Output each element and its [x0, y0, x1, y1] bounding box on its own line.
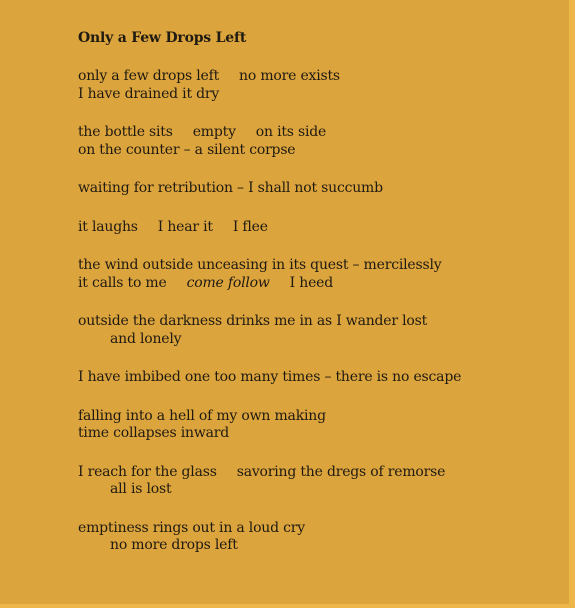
stanza-6 — [78, 313, 548, 348]
poem-line — [78, 464, 548, 482]
phrase: I hear it — [157, 218, 213, 235]
poem-line: emptiness rings out in a loud cry — [78, 519, 305, 536]
poem-line: I have imbibed one too many times – there is no escape — [78, 369, 462, 385]
poem-line: on the counter – a silent corpse — [78, 141, 296, 158]
phrase: I flee — [232, 218, 268, 235]
poem-line: waiting for retribution – I shall not succumb — [78, 180, 383, 196]
stanza-7 — [78, 369, 548, 387]
poem-line: I have drained it dry — [78, 85, 220, 102]
stanza-8 — [78, 408, 548, 443]
italic-phrase: come follow — [186, 274, 270, 291]
poem-line-indented: all is lost — [110, 481, 172, 497]
phrase: savoring the dregs of remorse — [236, 463, 446, 480]
stanza-3 — [78, 180, 548, 198]
phrase: the bottle sits — [78, 124, 173, 140]
poem-line — [78, 68, 548, 86]
poem-line — [78, 275, 548, 293]
stanza-2 — [78, 124, 548, 159]
stanza-10 — [78, 520, 548, 555]
phrase: I reach for the glass — [78, 463, 217, 480]
poem-line-indented: no more drops left — [110, 537, 238, 553]
stanza-5 — [78, 257, 548, 292]
stanza-4 — [78, 219, 548, 237]
poem-line: falling into a hell of my own making — [78, 407, 326, 424]
poem-title: Only a Few Drops Left — [78, 30, 247, 46]
poem-line: the wind outside unceasing in its quest – mercilessly — [78, 257, 442, 273]
phrase: it laughs — [78, 218, 138, 235]
phrase: only a few drops left — [78, 68, 220, 84]
poem-line — [78, 124, 548, 142]
phrase: empty — [192, 124, 236, 140]
poem-body — [78, 29, 548, 576]
poem-line — [78, 219, 548, 237]
phrase: on its side — [255, 124, 327, 140]
phrase: no more exists — [239, 68, 340, 84]
stanza-9 — [78, 464, 548, 499]
phrase: I heed — [289, 274, 334, 291]
poem-line-indented: and lonely — [110, 330, 182, 347]
phrase: it calls to me — [78, 274, 167, 291]
stanza-1 — [78, 68, 548, 103]
poem-line: outside the darkness drinks me in as I wander lost — [78, 313, 428, 329]
poem-line: time collapses inward — [78, 425, 230, 441]
